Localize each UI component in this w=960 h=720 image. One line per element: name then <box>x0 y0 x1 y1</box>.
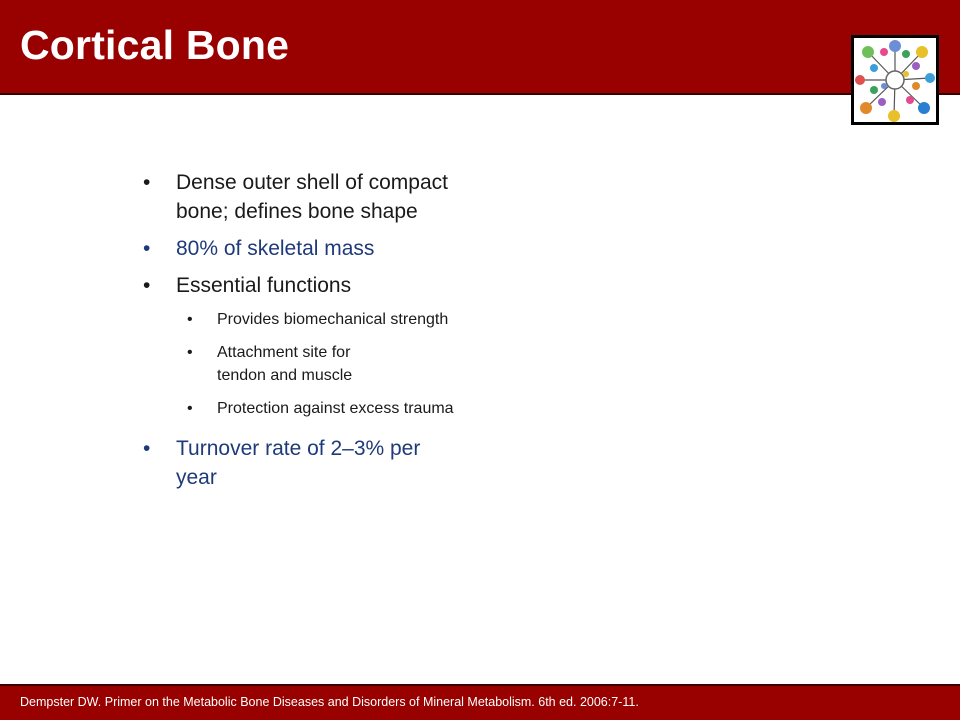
title-bar-divider <box>0 93 960 95</box>
bullet-item: • Essential functions <box>140 271 480 300</box>
sub-bullet-item: • Protection against excess trauma <box>140 397 480 420</box>
sub-bullet-text: Attachment site for tendon and muscle <box>217 344 353 384</box>
sub-bullet-item: • Provides biomechanical strength <box>140 308 480 331</box>
bullet-text: Turnover rate of 2–3% per year <box>176 437 421 489</box>
sub-bullet-text: Protection against excess trauma <box>217 400 454 417</box>
bullet-item: • Turnover rate of 2–3% per year <box>140 434 480 492</box>
bullet-list <box>140 168 480 500</box>
sub-bullet-text: Provides biomechanical strength <box>217 311 449 328</box>
citation: Dempster DW. Primer on the Metabolic Bone Diseases and Disorders of Mineral Metabolism. 6th ed. 2006:7-11. <box>20 695 639 709</box>
bullet-text: 80% of skeletal mass <box>176 237 375 260</box>
bullet-text: Essential functions <box>176 274 352 297</box>
title-bar <box>0 0 960 93</box>
footer-bar <box>0 686 960 720</box>
bullet-text: Dense outer shell of compact bone; defines bone shape <box>176 171 448 223</box>
cell-network-icon <box>854 38 936 122</box>
slide-title: Cortical Bone <box>20 22 290 68</box>
bullet-item: • Dense outer shell of compact bone; defines bone shape <box>140 168 480 226</box>
bullet-item: • 80% of skeletal mass <box>140 234 480 263</box>
logo <box>851 35 939 125</box>
sub-bullet-item: • Attachment site for tendon and muscle <box>140 341 480 387</box>
